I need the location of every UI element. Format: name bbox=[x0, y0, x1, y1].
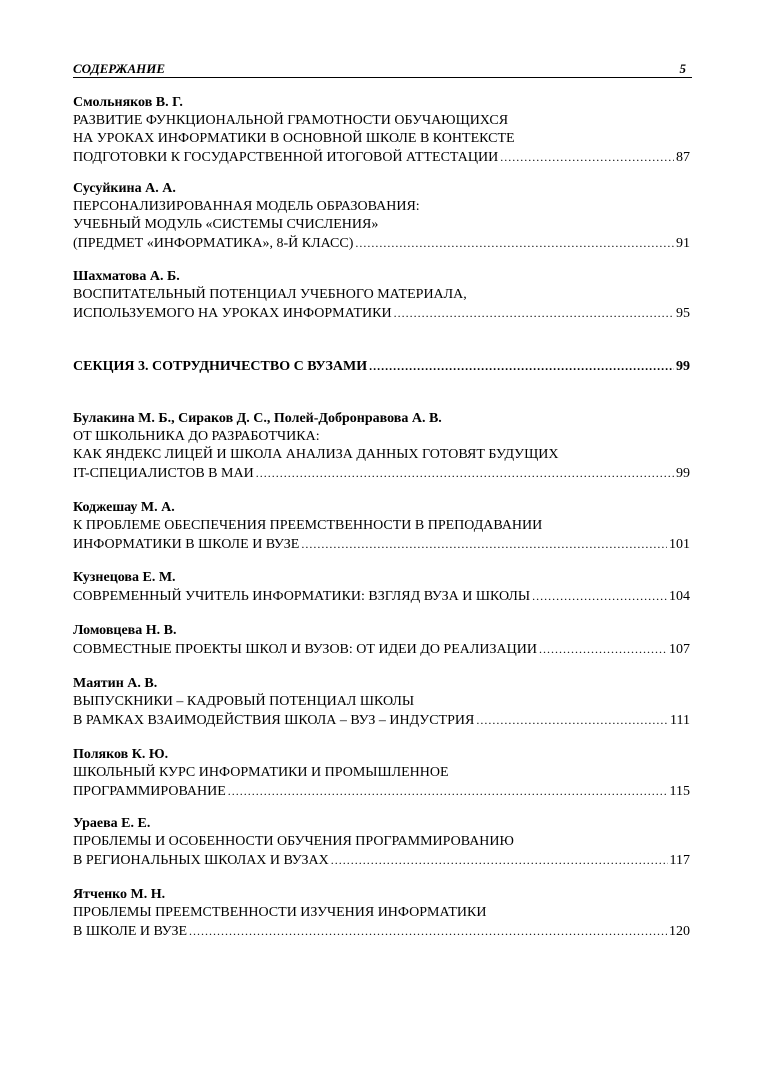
toc-title-line: К ПРОБЛЕМЕ ОБЕСПЕЧЕНИЯ ПРЕЕМСТВЕННОСТИ В ПРЕПОДАВАНИИ bbox=[73, 518, 543, 533]
toc-page-number[interactable]: 104 bbox=[669, 589, 690, 604]
toc-author: Шахматова А. Б. bbox=[73, 269, 180, 284]
dot-leader bbox=[500, 148, 674, 166]
dot-leader bbox=[301, 535, 667, 553]
toc-page-number[interactable]: 87 bbox=[676, 150, 690, 165]
toc-title-line: ИСПОЛЬЗУЕМОГО НА УРОКАХ ИНФОРМАТИКИ bbox=[73, 306, 392, 321]
toc-title-line: СОВМЕСТНЫЕ ПРОЕКТЫ ШКОЛ И ВУЗОВ: ОТ ИДЕИ ДО РЕАЛИЗАЦИИ bbox=[73, 642, 537, 657]
toc-entry[interactable] bbox=[73, 815, 690, 869]
toc-last-line bbox=[73, 148, 690, 166]
toc-entry[interactable] bbox=[73, 94, 690, 166]
toc-last-line bbox=[73, 464, 690, 482]
dot-leader bbox=[228, 782, 668, 800]
toc-page-number[interactable]: 107 bbox=[669, 642, 690, 657]
toc-last-line bbox=[73, 535, 690, 553]
toc-entry[interactable] bbox=[73, 410, 690, 482]
toc-author: Кузнецова Е. М. bbox=[73, 570, 176, 585]
dot-leader bbox=[369, 357, 674, 375]
toc-last-line bbox=[73, 587, 690, 605]
dot-leader bbox=[256, 464, 674, 482]
toc-title-line: ПОДГОТОВКИ К ГОСУДАРСТВЕННОЙ ИТОГОВОЙ АТТЕСТАЦИИ bbox=[73, 150, 499, 165]
toc-title-line: В РАМКАХ ВЗАИМОДЕЙСТВИЯ ШКОЛА – ВУЗ – ИНДУСТРИЯ bbox=[73, 713, 475, 728]
toc-last-line bbox=[73, 304, 690, 322]
toc-author: Ломовцева Н. В. bbox=[73, 623, 177, 638]
toc-page-number[interactable]: 111 bbox=[670, 713, 690, 728]
section-title: СЕКЦИЯ 3. СОТРУДНИЧЕСТВО С ВУЗАМИ bbox=[73, 359, 368, 374]
toc-author: Ураева Е. Е. bbox=[73, 816, 151, 831]
toc-title-line: ОТ ШКОЛЬНИКА ДО РАЗРАБОТЧИКА: bbox=[73, 429, 320, 444]
toc-entry[interactable] bbox=[73, 499, 690, 553]
toc-last-line bbox=[73, 640, 690, 658]
toc-entry[interactable] bbox=[73, 622, 690, 658]
toc-author: Булакина М. Б., Сираков Д. С., Полей-Добронравова А. В. bbox=[73, 411, 442, 426]
toc-title-line: СОВРЕМЕННЫЙ УЧИТЕЛЬ ИНФОРМАТИКИ: ВЗГЛЯД ВУЗА И ШКОЛЫ bbox=[73, 589, 531, 604]
toc-last-line bbox=[73, 357, 690, 375]
toc-title-line: (ПРЕДМЕТ «ИНФОРМАТИКА», 8-Й КЛАСС) bbox=[73, 236, 354, 251]
toc-author: Поляков К. Ю. bbox=[73, 747, 169, 762]
toc-title-line: IT-СПЕЦИАЛИСТОВ В МАИ bbox=[73, 466, 254, 481]
toc-entry[interactable] bbox=[73, 886, 690, 940]
toc-page-number[interactable]: 91 bbox=[676, 236, 690, 251]
toc-page-number[interactable]: 115 bbox=[669, 784, 690, 799]
toc-title-line: В ШКОЛЕ И ВУЗЕ bbox=[73, 924, 188, 939]
header-title: СОДЕРЖАНИЕ bbox=[73, 61, 166, 76]
dot-leader bbox=[476, 711, 668, 729]
toc-page-number[interactable]: 95 bbox=[676, 306, 690, 321]
toc-last-line bbox=[73, 234, 690, 252]
toc-page-number[interactable]: 117 bbox=[669, 853, 690, 868]
toc-title-line: В РЕГИОНАЛЬНЫХ ШКОЛАХ И ВУЗАХ bbox=[73, 853, 329, 868]
toc-title-line: НА УРОКАХ ИНФОРМАТИКИ В ОСНОВНОЙ ШКОЛЕ В КОНТЕКСТЕ bbox=[73, 131, 515, 146]
toc-last-line bbox=[73, 922, 690, 940]
toc-title-line: ИНФОРМАТИКИ В ШКОЛЕ И ВУЗЕ bbox=[73, 537, 300, 552]
toc-page-number[interactable]: 101 bbox=[669, 537, 690, 552]
dot-leader bbox=[331, 851, 668, 869]
toc-entry[interactable] bbox=[73, 746, 690, 800]
toc-author: Сусуйкина А. А. bbox=[73, 181, 176, 196]
dot-leader bbox=[189, 922, 667, 940]
toc-title-line: УЧЕБНЫЙ МОДУЛЬ «СИСТЕМЫ СЧИСЛЕНИЯ» bbox=[73, 217, 379, 232]
toc-title-line: ПЕРСОНАЛИЗИРОВАННАЯ МОДЕЛЬ ОБРАЗОВАНИЯ: bbox=[73, 199, 420, 214]
dot-leader bbox=[532, 587, 667, 605]
toc-section-heading[interactable] bbox=[73, 357, 690, 375]
toc-last-line bbox=[73, 782, 690, 800]
toc-author: Коджешау М. А. bbox=[73, 500, 175, 515]
toc-entry[interactable] bbox=[73, 268, 690, 322]
dot-leader bbox=[355, 234, 674, 252]
toc-page-number[interactable]: 99 bbox=[676, 466, 690, 481]
toc-title-line: ВОСПИТАТЕЛЬНЫЙ ПОТЕНЦИАЛ УЧЕБНОГО МАТЕРИАЛА, bbox=[73, 287, 467, 302]
toc-title-line: ПРОГРАММИРОВАНИЕ bbox=[73, 784, 226, 799]
dot-leader bbox=[394, 304, 674, 322]
header-page-number: 5 bbox=[679, 61, 686, 76]
toc-title-line: ШКОЛЬНЫЙ КУРС ИНФОРМАТИКИ И ПРОМЫШЛЕННОЕ bbox=[73, 765, 449, 780]
toc-last-line bbox=[73, 851, 690, 869]
toc-author: Ятченко М. Н. bbox=[73, 887, 166, 902]
toc-entry[interactable] bbox=[73, 569, 690, 605]
toc-entry[interactable] bbox=[73, 180, 690, 252]
toc-page-number[interactable]: 120 bbox=[669, 924, 690, 939]
toc-author: Смольняков В. Г. bbox=[73, 95, 183, 110]
toc-author: Маятин А. В. bbox=[73, 676, 158, 691]
toc-title-line: ПРОБЛЕМЫ ПРЕЕМСТВЕННОСТИ ИЗУЧЕНИЯ ИНФОРМАТИКИ bbox=[73, 905, 487, 920]
toc-page-number[interactable]: 99 bbox=[676, 359, 690, 374]
toc-entry[interactable] bbox=[73, 675, 690, 729]
dot-leader bbox=[539, 640, 667, 658]
toc-title-line: РАЗВИТИЕ ФУНКЦИОНАЛЬНОЙ ГРАМОТНОСТИ ОБУЧАЮЩИХСЯ bbox=[73, 113, 509, 128]
toc-title-line: ВЫПУСКНИКИ – КАДРОВЫЙ ПОТЕНЦИАЛ ШКОЛЫ bbox=[73, 694, 415, 709]
running-header bbox=[73, 60, 692, 78]
toc-title-line: КАК ЯНДЕКС ЛИЦЕЙ И ШКОЛА АНАЛИЗА ДАННЫХ ГОТОВЯТ БУДУЩИХ bbox=[73, 447, 559, 462]
toc-last-line bbox=[73, 711, 690, 729]
toc-title-line: ПРОБЛЕМЫ И ОСОБЕННОСТИ ОБУЧЕНИЯ ПРОГРАММИРОВАНИЮ bbox=[73, 834, 514, 849]
